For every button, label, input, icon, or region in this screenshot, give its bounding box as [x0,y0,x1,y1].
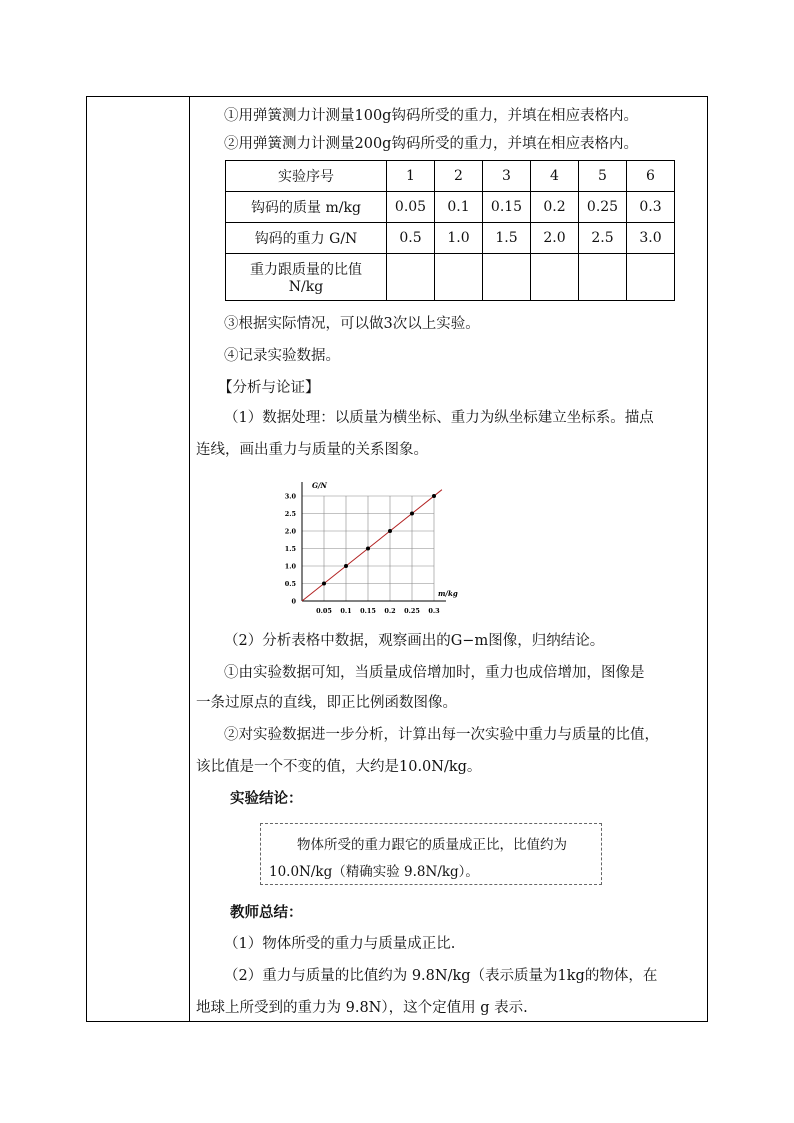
weight-value: 3.0 [627,223,675,254]
y-tick-label: 0.5 [284,580,296,588]
y-tick-label: 2.0 [284,527,296,536]
mass-value: 0.2 [531,192,579,223]
summary-item-1: （1）物体所受的重力与质量成正比. [224,936,456,952]
step-3: ③根据实际情况，可以做3次以上实验。 [224,316,480,332]
ratio-label: 重力跟质量的比值 [250,262,362,278]
mass-value: 0.05 [387,192,435,223]
trial-number: 4 [531,161,579,192]
analysis-p2: （2）分析表格中数据，观察画出的G−m图像，归纳结论。 [224,633,605,649]
step-2: ②用弹簧测力计测量200g钩码所受的重力，并填在相应表格内。 [224,136,638,152]
mass-value: 0.3 [627,192,675,223]
step-1: ①用弹簧测力计测量100g钩码所受的重力，并填在相应表格内。 [224,108,638,124]
x-tick-label: 0.15 [360,607,376,615]
data-point [432,494,436,498]
weight-value: 2.0 [531,223,579,254]
y-tick-label: 1.5 [284,545,296,553]
analysis-p4-line2: 该比值是一个不变的值，大约是10.0N/kg。 [196,759,482,775]
mass-value: 0.15 [483,192,531,223]
row-label-ratio [226,254,387,301]
y-tick-label: 1.0 [284,562,296,571]
ratio-empty-cell [531,254,579,301]
x-axis-label: m/kg [438,589,458,598]
data-point [322,582,326,586]
data-point [410,512,414,516]
ratio-unit: N/kg [288,279,324,295]
mass-value: 0.25 [579,192,627,223]
ratio-empty-cell [627,254,675,301]
data-point [388,529,392,533]
x-tick-label: 0.05 [316,607,332,615]
conclusion-line-1: 物体所受的重力跟它的质量成正比，比值约为 [297,837,567,853]
y-axis-label: G/N [312,481,327,490]
table-row [226,254,675,301]
trial-number: 5 [579,161,627,192]
analysis-p3-line1: ①由实验数据可知，当质量成倍增加时，重力也成倍增加，图像是 [224,665,645,681]
weight-value: 0.5 [387,223,435,254]
x-tick-label: 0.1 [340,607,352,615]
conclusion-box [260,823,602,885]
analysis-p1-line2: 连线，画出重力与质量的关系图象。 [196,442,428,458]
g-m-chart [280,476,470,618]
weight-value: 1.0 [435,223,483,254]
y-tick-label: 2.5 [284,510,296,518]
data-table [225,160,675,301]
trial-number: 1 [387,161,435,192]
summary-label: 教师总结： [230,904,303,921]
trial-number: 6 [627,161,675,192]
analysis-p1-line1: （1）数据处理：以质量为横坐标、重力为纵坐标建立坐标系。描点 [224,410,654,426]
ratio-empty-cell [435,254,483,301]
trial-number: 2 [435,161,483,192]
weight-value: 2.5 [579,223,627,254]
row-label-trial: 实验序号 [226,161,387,192]
mass-value: 0.1 [435,192,483,223]
weight-value: 1.5 [483,223,531,254]
summary-item-2-line2: 地球上所受到的重力为 9.8N），这个定值用 g 表示. [196,1000,528,1016]
table-row [226,192,675,223]
data-point [366,547,370,551]
data-point [344,564,348,568]
x-tick-label: 0.3 [428,607,440,615]
table-row [226,161,675,192]
trial-number: 3 [483,161,531,192]
row-label-mass: 钩码的质量 m/kg [226,192,387,223]
conclusion-line-2: 10.0N/kg（精确实验 9.8N/kg）。 [269,864,479,880]
step-4: ④记录实验数据。 [224,348,340,364]
origin-label: 0 [291,597,296,606]
ratio-empty-cell [579,254,627,301]
y-tick-label: 3.0 [284,492,296,501]
x-tick-label: 0.2 [384,607,396,615]
row-label-weight: 钩码的重力 G/N [226,223,387,254]
conclusion-label: 实验结论： [230,790,303,807]
analysis-p3-line2: 一条过原点的直线，即正比例函数图像。 [196,695,457,711]
column-divider [189,96,190,1022]
analysis-heading: 【分析与论证】 [218,380,320,396]
table-row [226,223,675,254]
summary-item-2-line1: （2）重力与质量的比值约为 9.8N/kg（表示质量为1kg的物体，在 [224,968,658,984]
x-tick-label: 0.25 [404,607,420,615]
analysis-p4-line1: ②对实验数据进一步分析，计算出每一次实验中重力与质量的比值， [224,727,659,743]
ratio-empty-cell [483,254,531,301]
ratio-empty-cell [387,254,435,301]
